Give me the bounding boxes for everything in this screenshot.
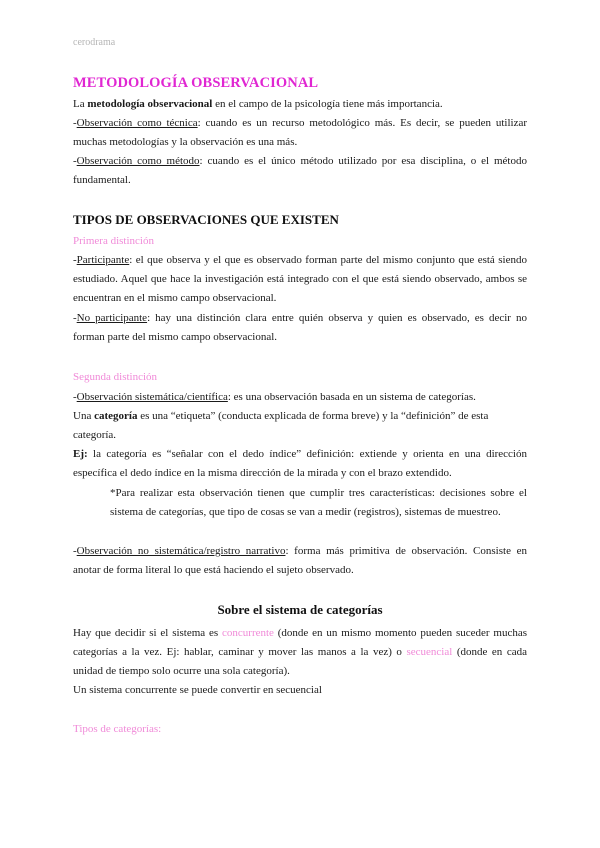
sistematica-term: Observación sistemática/científica xyxy=(76,391,228,403)
sistema-pre: Hay que decidir si el sistema es xyxy=(73,627,223,639)
concurrente-term: concurrente xyxy=(222,627,274,639)
page-header: cerodrama xyxy=(73,37,116,48)
section-title-tipos: TIPOS DE OBSERVACIONES QUE EXISTEN xyxy=(73,212,339,227)
ejemplo-label: Ej: xyxy=(73,448,88,460)
ejemplo-text: la categoría es “señalar con el dedo índice” definición: extiende y orienta en una dirección específica el dedo índice en la misma dirección de la mirada y con el brazo extendido. xyxy=(73,448,527,479)
sistematica-paragraph: -Observación sistemática/científica: es una observación basada en un sistema de categorías. xyxy=(73,391,476,403)
sistema-mid: (donde en un mismo momento pueden suceder muchas categorías a la vez. Ej: hablar, caminar y mover las manos a la vez) o xyxy=(73,627,527,658)
no-sistematica-paragraph: -Observación no sistemática/registro narrativo: forma más primitiva de observación. Consiste en anotar de forma literal lo que está haciendo el sujeto observado. xyxy=(73,545,527,576)
categoria-pre: Una xyxy=(73,410,95,422)
nota-paragraph: *Para realizar esta observación tienen que cumplir tres características: decisiones sobre el sistema de categorías, que tipo de cosas se van a medir (registros), sistemas de muestreo. xyxy=(110,487,527,518)
subheading-primera: Primera distinción xyxy=(73,235,154,247)
categoria-paragraph xyxy=(73,407,527,445)
ejemplo-paragraph xyxy=(73,445,527,483)
subheading-segunda: Segunda distinción xyxy=(73,371,158,383)
sistema-paragraph xyxy=(73,624,527,681)
participante-paragraph: -Participante: el que observa y el que es observado forman parte del mismo conjunto que está siendo estudiado. Aquel que hace la investigación está integrado con el que está siendo observado, ambos se encuentran en el mismo campo observacional. xyxy=(73,254,527,304)
intro-bold-term: metodología observacional xyxy=(87,98,213,110)
intro-post: en el campo de la psicología tiene más importancia. xyxy=(212,98,443,110)
intro-pre: La xyxy=(73,98,88,110)
no-sistematica-term: Observación no sistemática/registro narrativo xyxy=(76,545,286,557)
no-participante-text: : hay una distinción clara entre quién observa y quien es observado, es decir no forman parte del mismo campo observacional. xyxy=(73,312,527,343)
secuencial-term: secuencial xyxy=(406,646,453,658)
no-participante-paragraph: -No participante: hay una distinción clara entre quién observa y quien es observado, es decir no forman parte del mismo campo observacional. xyxy=(73,312,527,343)
sistematica-text: : es una observación basada en un sistema de categorías. xyxy=(227,391,476,403)
categoria-post: es una “etiqueta” (conducta explicada de forma breve) y la “definición” de esta categoría. xyxy=(73,410,489,441)
participante-text: : el que observa y el que es observado forman parte del mismo conjunto que está siendo estudiado. Aquel que hace la investigación está integrado con el que está siendo observado, ambos se encuentran en el mismo campo observacional. xyxy=(73,254,527,304)
section-title-metodologia: METODOLOGÍA OBSERVACIONAL xyxy=(73,75,319,91)
obs-tecnica-text: : cuando es un recurso metodológico más. Es decir, se pueden utilizar muchas metodologías y la observación es una más. xyxy=(73,117,528,148)
obs-metodo-paragraph: -Observación como método: cuando es el único método utilizado por esa disciplina, o el método fundamental. xyxy=(73,155,527,186)
subheading-tipos-categorias: Tipos de categorías: xyxy=(73,723,162,735)
sistema-post: (donde en cada unidad de tiempo solo ocurre una sola categoría). xyxy=(73,646,527,677)
obs-tecnica-paragraph: -Observación como técnica: cuando es un recurso metodológico más. Es decir, se pueden utilizar muchas metodologías y la observación es una más. xyxy=(73,117,528,148)
intro-paragraph xyxy=(73,95,527,114)
participante-term: Participante xyxy=(76,254,130,266)
section-title-sistema: Sobre el sistema de categorías xyxy=(217,602,383,617)
no-participante-term: No participante xyxy=(76,312,148,324)
obs-metodo-text: : cuando es el único método utilizado por esa disciplina, o el método fundamental. xyxy=(73,155,527,186)
categoria-bold-term: categoría xyxy=(94,410,138,422)
convertir-paragraph: Un sistema concurrente se puede convertir en secuencial xyxy=(73,684,322,696)
obs-metodo-term: Observación como método xyxy=(76,155,200,167)
obs-tecnica-term: Observación como técnica xyxy=(76,117,198,129)
no-sistematica-text: : forma más primitiva de observación. Consiste en anotar de forma literal lo que está haciendo el sujeto observado. xyxy=(73,545,527,576)
